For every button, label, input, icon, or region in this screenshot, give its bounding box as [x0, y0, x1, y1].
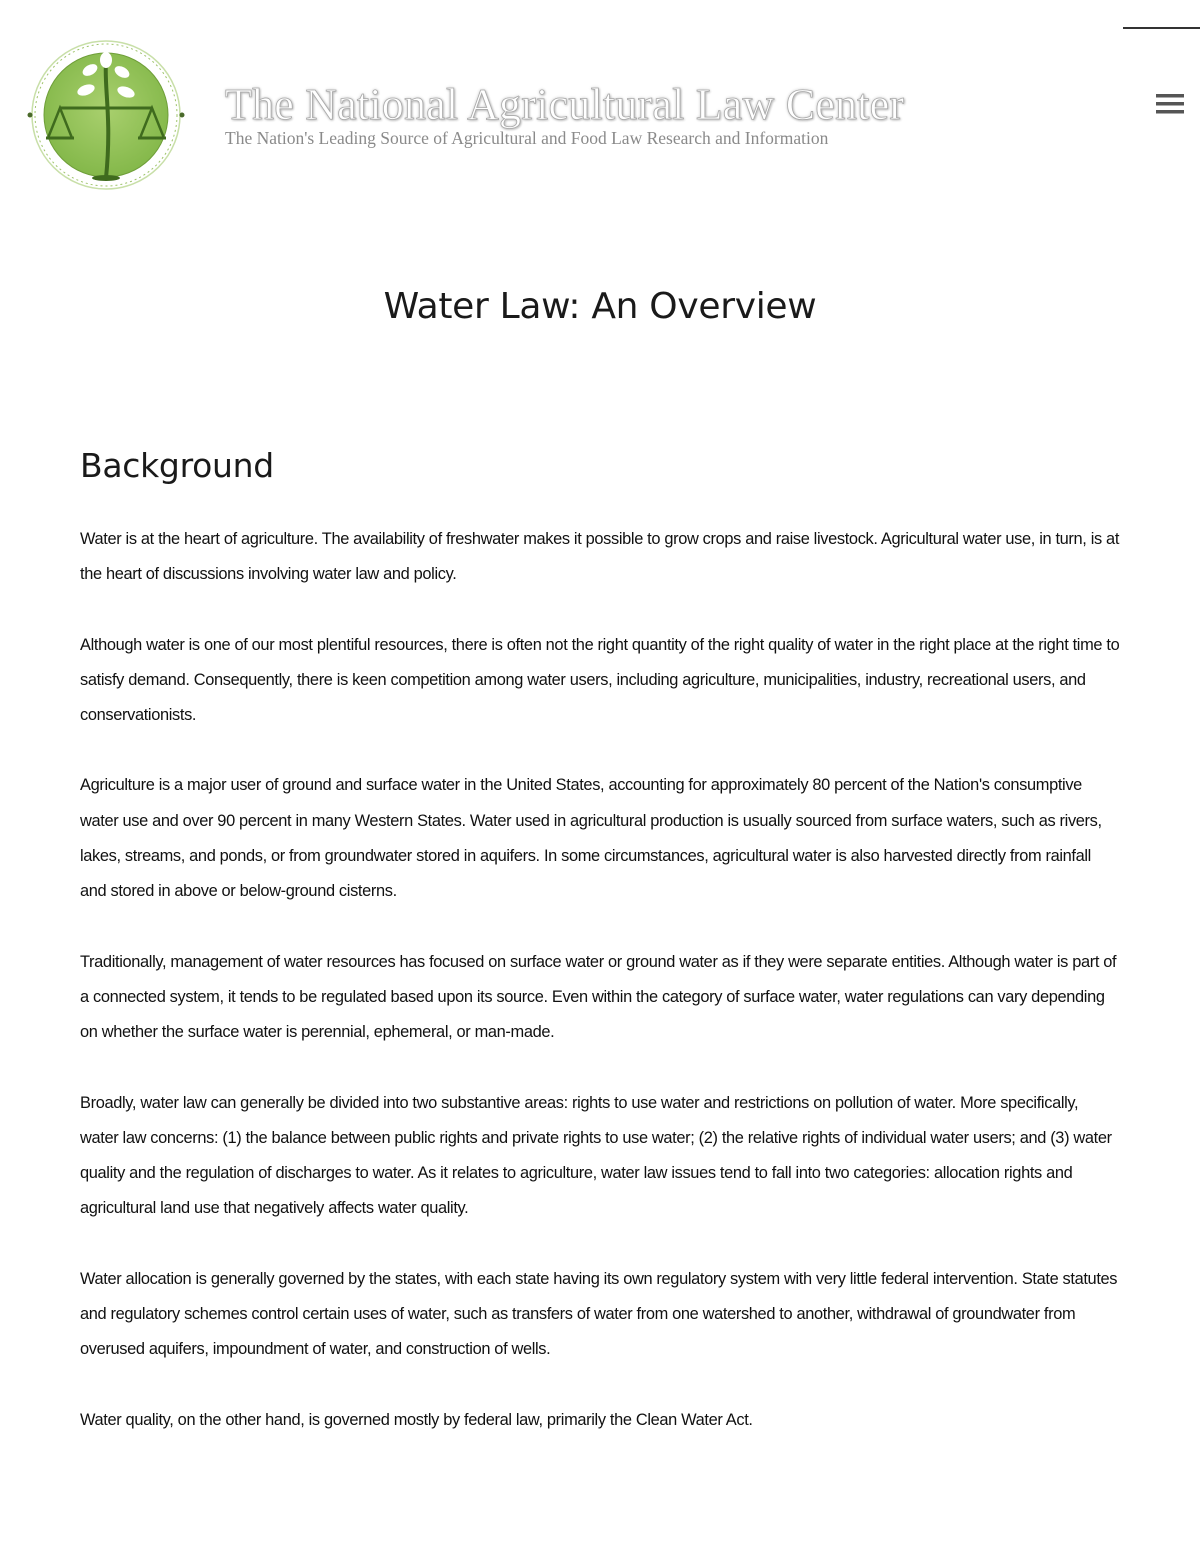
- page-title: Water Law: An Overview: [383, 286, 817, 327]
- section-heading: Background: [80, 446, 274, 485]
- top-divider: [1123, 27, 1200, 29]
- article-body: [80, 522, 1120, 1473]
- paragraph: Broadly, water law can generally be divided into two substantive areas: rights to use water and restrictions on pollution of water. More specifically, water law concerns: (1) the balance between public rights and private rights to use water; (2) the relative rights of individual water users; and (3) water quality and the regulation of discharges to water. As it relates to agriculture, water law issues tend to fall into two categories: allocation rights and agricultural land use that negatively affects water quality.: [80, 1093, 1112, 1218]
- scales-tree-logo-icon: [20, 38, 192, 190]
- menu-button[interactable]: [1148, 88, 1196, 122]
- hamburger-menu-icon: [1148, 88, 1196, 122]
- org-name[interactable]: The National Agricultural Law Center: [225, 80, 905, 129]
- org-tagline: The Nation's Leading Source of Agricultural and Food Law Research and Information: [225, 128, 829, 148]
- paragraph: Water quality, on the other hand, is governed mostly by federal law, primarily the Clean Water Act.: [80, 1410, 753, 1429]
- paragraph: Water is at the heart of agriculture. The availability of freshwater makes it possible to grow crops and raise livestock. Agricultural water use, in turn, is at the heart of discussions involving water law and policy.: [80, 530, 1120, 584]
- brand-block: [225, 78, 904, 148]
- site-logo[interactable]: [20, 38, 192, 190]
- paragraph: Agriculture is a major user of ground and surface water in the United States, accounting for approximately 80 percent of the Nation's consumptive water use and over 90 percent in many Western States. Water used in agricultural production is usually sourced from surface waters, such as rivers, lakes, streams, and ponds, or from groundwater stored in aquifers. In some circumstances, agricultural water is also harvested directly from rainfall and stored in above or below-ground cisterns.: [80, 776, 1102, 901]
- site-header: [20, 38, 1180, 198]
- paragraph: Traditionally, management of water resources has focused on surface water or ground water as if they were separate entities. Although water is part of a connected system, it tends to be regulated based upon its source. Even within the category of surface water, water regulations can vary depending on whether the surface water is perennial, ephemeral, or man-made.: [80, 952, 1117, 1042]
- paragraph: Although water is one of our most plentiful resources, there is often not the right quantity of the right quality of water in the right place at the right time to satisfy demand. Consequently, there is keen competition among water users, including agriculture, municipalities, industry, recreational users, and conservationists.: [80, 635, 1120, 725]
- paragraph: Water allocation is generally governed by the states, with each state having its own regulatory system with very little federal intervention. State statutes and regulatory schemes control certain uses of water, such as transfers of water from one watershed to another, withdrawal of groundwater from overused aquifers, impoundment of water, and construction of wells.: [80, 1269, 1118, 1359]
